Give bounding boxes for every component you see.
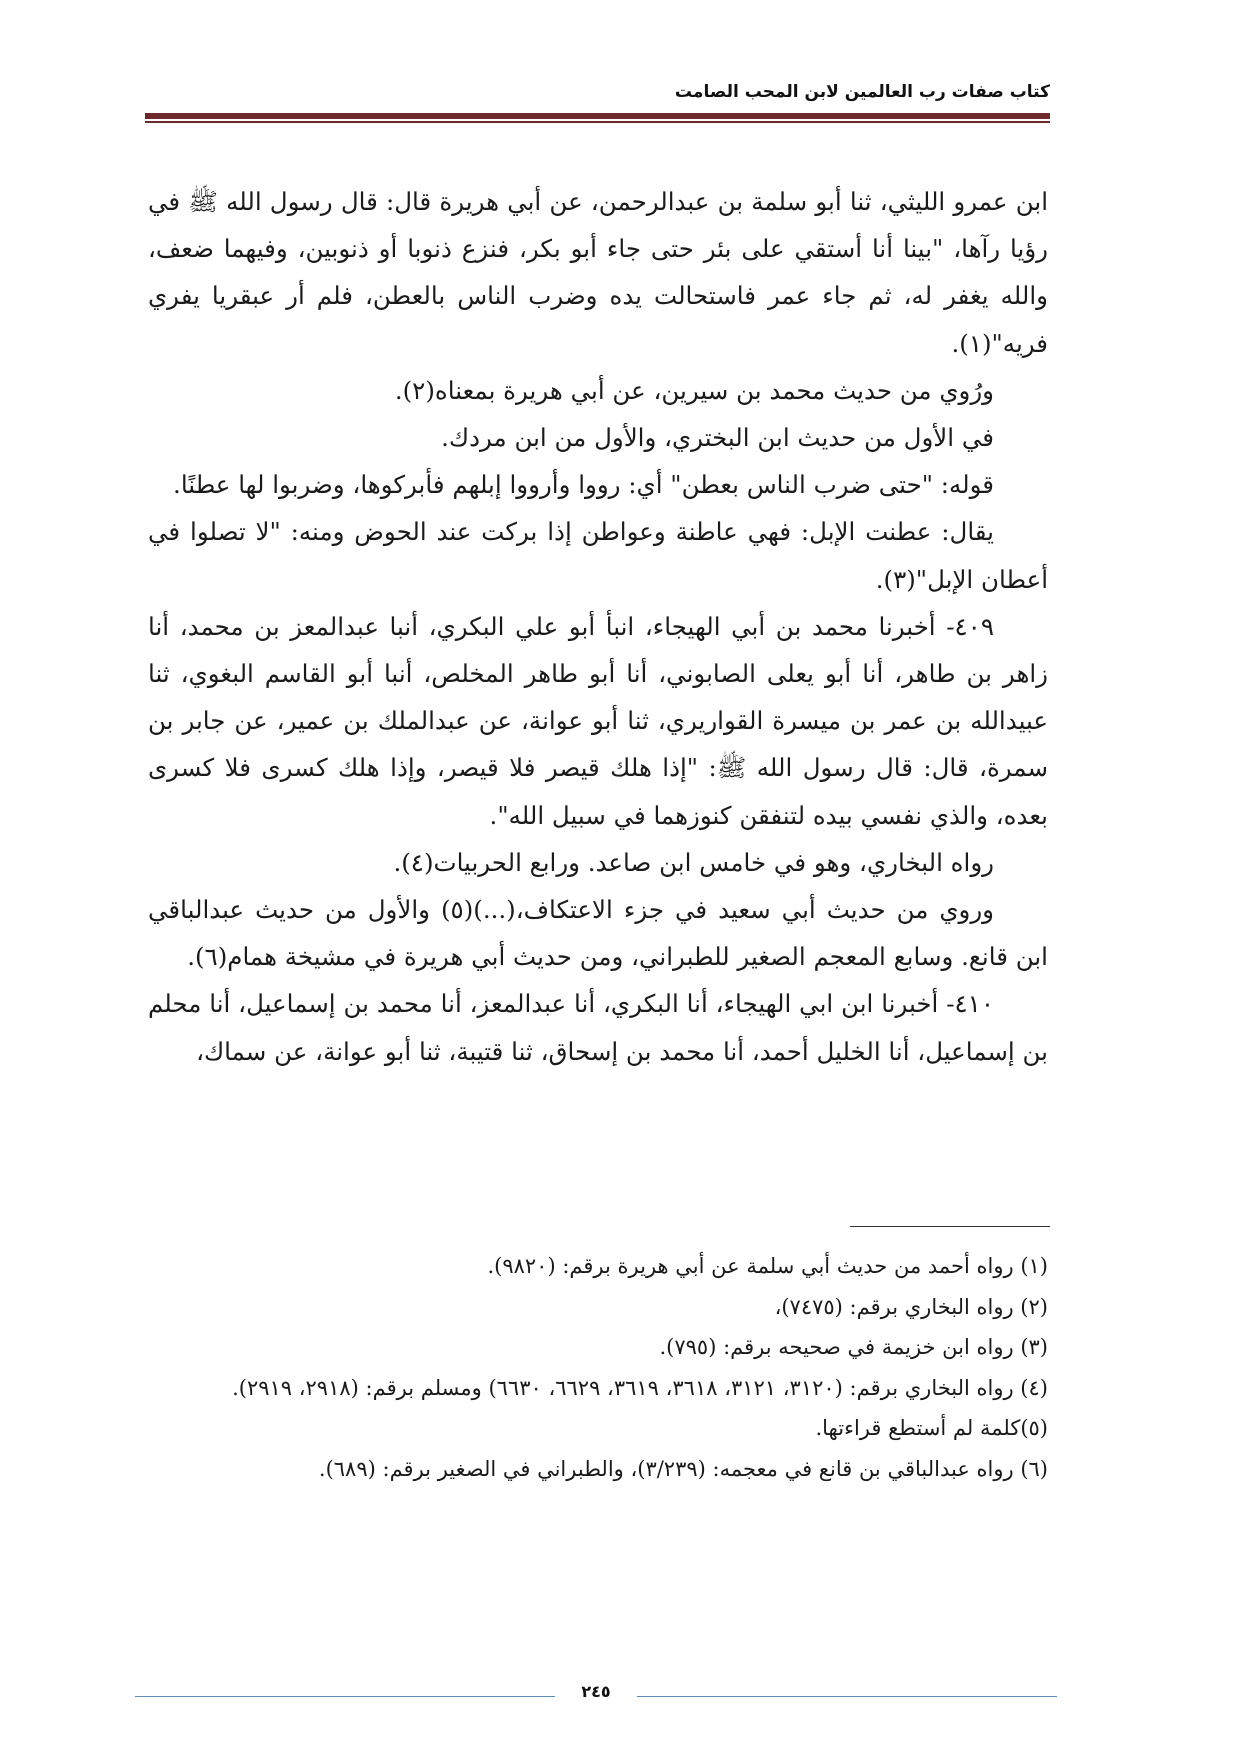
footnote: (٥)كلمة لم أستطع قراءتها.	[815, 1416, 1048, 1440]
footnote: (٣) رواه ابن خزيمة في صحيحه برقم: (٧٩٥).	[659, 1335, 1048, 1359]
header-rule-thin	[145, 121, 1050, 123]
paragraph: في الأول من حديث ابن البختري، والأول من ابن مردك.	[441, 423, 994, 453]
page-number: ٢٤٥	[581, 1682, 611, 1701]
hadith-paragraph-410: ٤١٠- أخبرنا ابن ابي الهيجاء، أنا البكري، أنا عبدالمعز، أنا محمد بن إسماعيل، أنا محلم بن إسماعيل، أنا الخليل أحمد، أنا محمد بن إسحاق، ثنا قتيبة، ثنا أبو عوانة، عن سماك،	[148, 989, 1048, 1066]
footer-rule-right	[637, 1696, 1057, 1697]
running-title: كتاب صفات رب العالمين لابن المحب الصامت	[674, 82, 1050, 102]
paragraph: قوله: "حتى ضرب الناس بعطن" أي: رووا وأرووا إبلهم فأبركوها، وضربوا لها عطنًا.	[173, 470, 994, 500]
hadith-paragraph-409: ٤٠٩- أخبرنا محمد بن أبي الهيجاء، انبأ أبو علي البكري، أنبا عبدالمعز بن محمد، أنا زاهر بن طاهر، أنا أبو يعلى الصابوني، أنا أبو طاهر المخلص، أنبا أبو القاسم البغوي، ثنا عبيدالله بن عمر بن ميسرة القواريري، ثنا أبو عوانة، عن عبدالملك بن عمير، عن جابر بن سمرة، قال: قال رسول الله ﷺ: "إذا هلك قيصر فلا قيصر، وإذا هلك كسرى فلا كسرى بعده، والذي نفسي بيده لتنفقن كنوزهما في سبيل الله".	[148, 611, 1048, 830]
footnote: (١) رواه أحمد من حديث أبي سلمة عن أبي هريرة برقم: (٩٨٢٠).	[487, 1254, 1048, 1278]
page-footer	[135, 1682, 1057, 1718]
footnotes	[148, 1246, 1048, 1489]
footnote: (٤) رواه البخاري برقم: (٣١٢٠، ٣١٢١، ٣٦١٨، ٣٦١٩، ٦٦٢٩، ٦٦٣٠) ومسلم برقم: (٢٩١٨، ٢٩١٩).	[232, 1375, 1048, 1400]
paragraph: يقال: عطنت الإبل: فهي عاطنة وعواطن إذا بركت عند الحوض ومنه: "لا تصلوا في أعطان الإبل"(٣).	[148, 517, 1048, 594]
paragraph: وروي من حديث أبي سعيد في جزء الاعتكاف،(...)(٥) والأول من حديث عبدالباقي ابن قانع. وسابع المعجم الصغير للطبراني، ومن حديث أبي هريرة في مشيخة همام(٦).	[148, 895, 1048, 972]
footnote-separator	[850, 1226, 1050, 1227]
footnote: (٦) رواه عبدالباقي بن قانع في معجمه: (٣/٢٣٩)، والطبراني في الصغير برقم: (٦٨٩).	[318, 1456, 1048, 1481]
paragraph: ابن عمرو الليثي، ثنا أبو سلمة بن عبدالرحمن، عن أبي هريرة قال: قال رسول الله ﷺ في رؤيا رآها، "بينا أنا أستقي على بئر حتى جاء أبو بكر، فنزع ذنوبا أو ذنوبين، وفيهما ضعف، والله يغفر له، ثم جاء عمر فاستحالت يده وضرب الناس بالعطن، فلم أر عبقريا يفري فريه"(١).	[148, 187, 1048, 358]
footnote: (٢) رواه البخاري برقم: (٧٤٧٥)،	[774, 1294, 1048, 1319]
paragraph: رواه البخاري، وهو في خامس ابن صاعد. ورابع الحربيات(٤).	[393, 847, 994, 877]
header-rule-thick	[145, 113, 1050, 119]
paragraph: ورُوي من حديث محمد بن سيرين، عن أبي هريرة بمعناه(٢).	[394, 375, 994, 405]
main-text	[148, 178, 1048, 1075]
page-header	[145, 70, 1050, 120]
